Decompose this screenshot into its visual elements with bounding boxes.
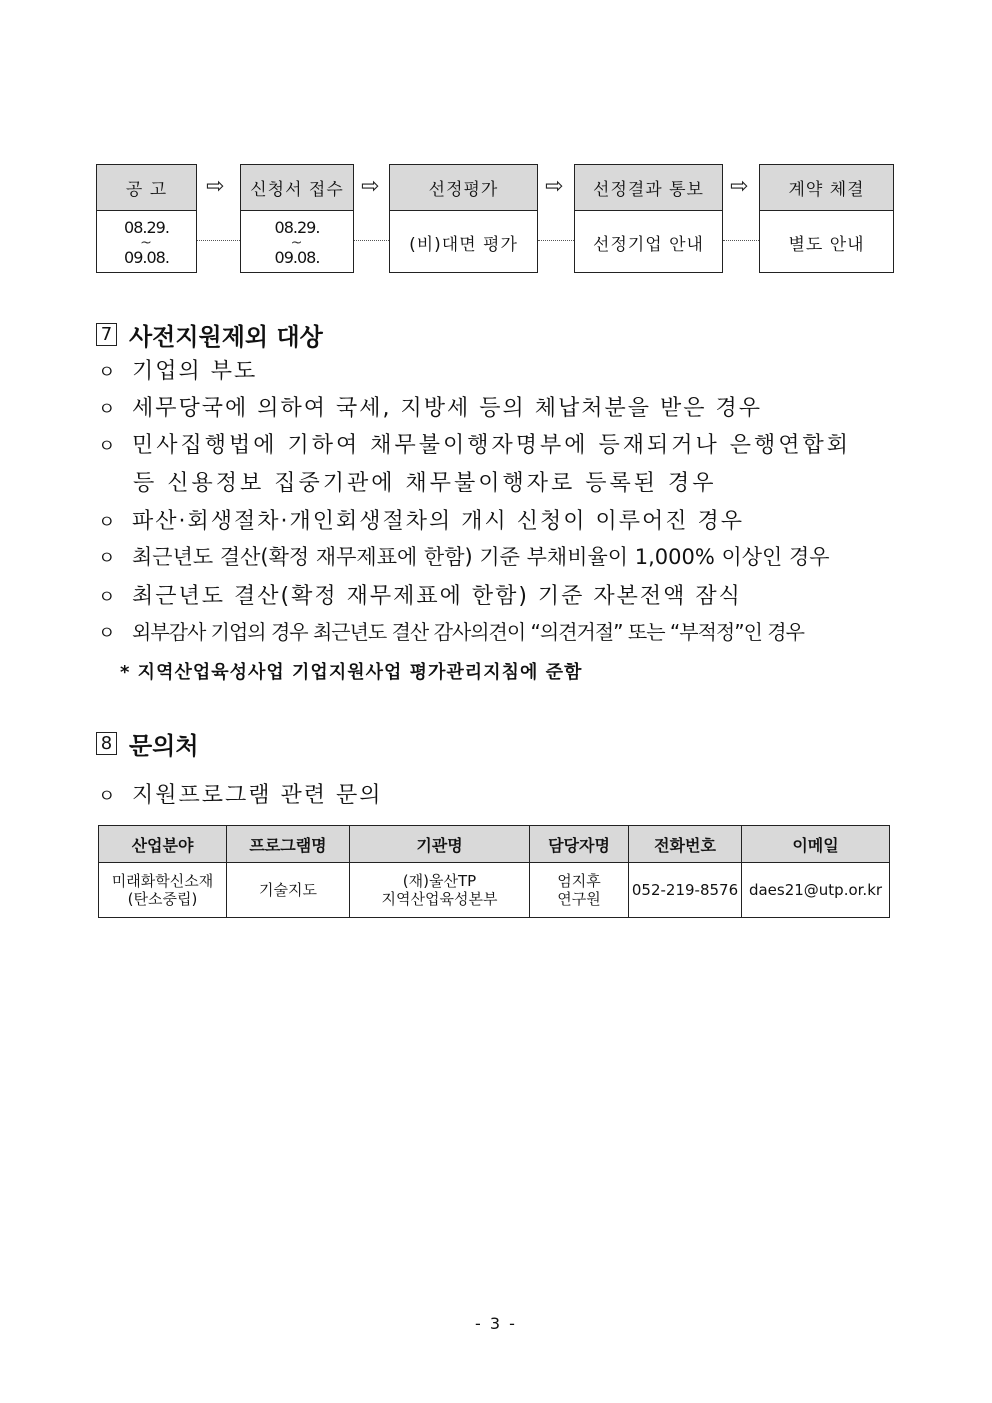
list-item [98,541,830,571]
bullet-icon: ㅇ [98,587,118,608]
flow-step-label: 신청서 접수 [241,165,353,211]
list-item-text: 세무당국에 의하여 국세, 지방세 등의 체납처분을 받은 경우 [132,396,762,421]
section-7-heading [96,317,323,352]
cell-line: 미래화학신소재 [111,872,214,890]
flow-connector [723,240,759,241]
cell-line: 엄지후 [557,872,601,890]
section-title: 문의처 [129,732,199,760]
flow-connector [197,240,240,241]
cell-line: (재)울산TP [402,872,477,890]
list-item [98,579,742,610]
list-item [98,504,744,535]
bullet-icon: ㅇ [98,623,115,644]
list-item-text: 최근년도 결산(확정 재무제표에 한함) 기준 부채비율이 1,000% 이상인 경우 [132,545,830,569]
column-header: 전화번호 [629,826,742,863]
flow-step-contract [759,164,894,273]
list-item-text: 기업의 부도 [132,359,258,384]
list-item [98,778,383,809]
flow-tilde: ~ [290,234,304,251]
list-item-text: 지원프로그램 관련 문의 [132,783,383,808]
column-header: 프로그램명 [227,826,350,863]
cell-line: (탄소중립) [127,890,198,908]
cell-person [530,863,629,918]
cell-line: 지역산업육성본부 [381,890,498,908]
list-item [98,616,804,645]
list-item [98,391,762,422]
list-item-text: 외부감사 기업의 경우 최근년도 결산 감사의견이 “의견거절” 또는 “부적정”인 경우 [132,620,804,644]
table-header-row [99,826,890,863]
cell-email: daes21@utp.or.kr [742,863,890,918]
section-number: 7 [96,323,117,346]
flow-step-evaluation [389,164,538,273]
bullet-icon: ㅇ [98,786,118,807]
flow-arrow-icon: ⇨ [545,174,564,199]
cell-organization [350,863,530,918]
list-item-continuation: 등 신용정보 집중기관에 채무불이행자로 등록된 경우 [133,471,717,496]
flow-step-label: 선정평가 [390,165,537,211]
flow-arrow-icon: ⇨ [361,174,380,199]
cell-line: 연구원 [557,890,601,908]
list-item-text: 민사집행법에 기하여 채무불이행자명부에 등재되거나 은행연합회 [132,433,852,458]
flow-step-text: 별도 안내 [788,235,865,255]
table-row [99,863,890,918]
flow-step-text: 선정기업 안내 [593,235,704,255]
flow-tilde: ~ [140,234,153,251]
flow-step-label: 계약 체결 [760,165,893,211]
flow-date-from: 08.29. [274,217,320,237]
flow-arrow-icon: ⇨ [730,174,749,199]
flow-date-from: 08.29. [124,217,169,237]
flow-connector [354,240,389,241]
flow-date-to: 09.08. [274,247,320,267]
bullet-icon: ㅇ [98,362,118,383]
column-header: 기관명 [350,826,530,863]
cell-program: 기술지도 [227,863,350,918]
list-item-text: 파산·회생절차·개인회생절차의 개시 신청이 이루어진 경우 [132,509,745,534]
column-header: 담당자명 [530,826,629,863]
flow-step-text: (비)대면 평가 [409,235,518,255]
bullet-icon: ㅇ [98,548,116,569]
flow-step-application [240,164,354,273]
section-number: 8 [96,732,117,755]
process-flow [96,164,894,275]
column-header: 산업분야 [99,826,227,863]
list-item-text: 최근년도 결산(확정 재무제표에 한함) 기준 자본전액 잠식 [132,584,742,609]
list-item [98,428,851,459]
flow-step-label: 선정결과 통보 [575,165,722,211]
bullet-icon: ㅇ [98,436,119,457]
page-number: - 3 - [475,1314,517,1333]
section-title: 사전지원제외 대상 [129,323,323,351]
contact-table [98,825,890,918]
flow-connector [538,240,574,241]
flow-arrow-icon: ⇨ [206,174,225,199]
flow-step-notification [574,164,723,273]
column-header: 이메일 [742,826,890,863]
footnote: * 지역산업육성사업 기업지원사업 평가관리지침에 준함 [120,662,583,683]
cell-phone: 052-219-8576 [629,863,742,918]
cell-field [99,863,227,918]
flow-date-to: 09.08. [124,247,169,267]
section-8-heading [96,726,199,761]
bullet-icon: ㅇ [98,512,118,533]
flow-step-label: 공 고 [97,165,196,211]
list-item [98,354,257,385]
flow-step-announcement [96,164,197,273]
bullet-icon: ㅇ [98,399,118,420]
